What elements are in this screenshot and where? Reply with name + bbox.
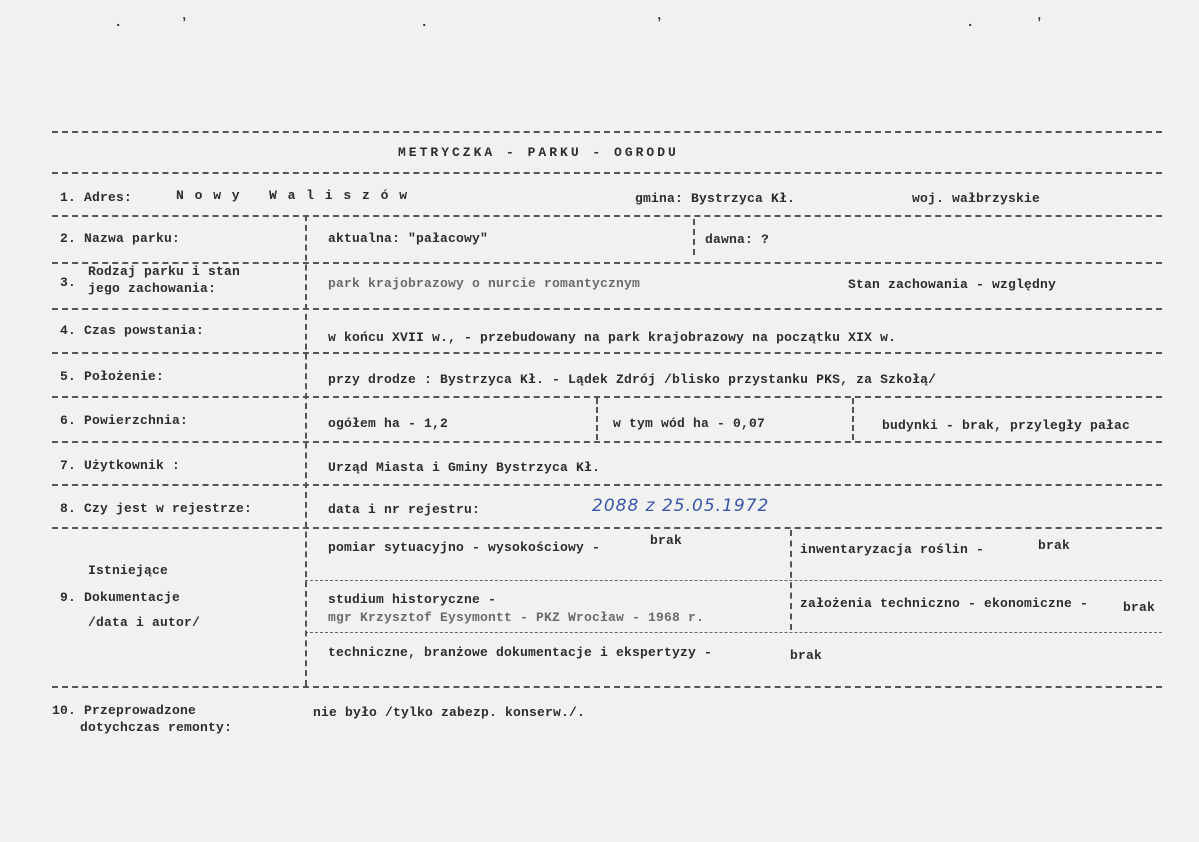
park-type-number: 3. xyxy=(60,275,77,290)
label-column-divider xyxy=(305,215,307,686)
row-divider xyxy=(52,441,1162,443)
history-study-author: mgr Krzysztof Eysymontt - PKZ Wrocław - 1968 r. xyxy=(328,610,705,625)
water-area-value: w tym wód ha - 0,07 xyxy=(613,416,766,431)
creation-time-value: w końcu XVII w., - przebudowany na park krajobrazowy na początku XIX w. xyxy=(328,330,897,345)
row-divider xyxy=(52,172,1162,174)
column-divider xyxy=(596,398,598,440)
registry-label: 8. Czy jest w rejestrze: xyxy=(60,501,253,516)
inventory-doc-status: brak xyxy=(1038,538,1071,553)
total-area-value: ogółem ha - 1,2 xyxy=(328,416,449,431)
documentation-label: Istniejące xyxy=(88,563,169,578)
survey-doc-status: brak xyxy=(650,533,683,548)
user-label: 7. Użytkownik : xyxy=(60,458,181,473)
row-divider xyxy=(52,527,1162,529)
registration-mark: · xyxy=(420,18,429,34)
park-type-label: jego zachowania: xyxy=(88,281,217,296)
gmina-value: gmina: Bystrzyca Kł. xyxy=(635,191,796,206)
park-type-value: park krajobrazowy o nurcie romantycznym xyxy=(328,276,641,291)
tech-econ-doc: założenia techniczno - ekonomiczne - xyxy=(800,596,1089,611)
registry-value: data i nr rejestru: xyxy=(328,502,481,517)
park-name-label: 2. Nazwa parku: xyxy=(60,231,181,246)
table-top-rule xyxy=(52,131,1162,133)
handwritten-registry-number: 2088 z 25.05.1972 xyxy=(592,496,770,516)
park-type-label: Rodzaj parku i stan xyxy=(88,264,241,279)
user-value: Urząd Miasta i Gminy Bystrzyca Kł. xyxy=(328,460,601,475)
row-divider xyxy=(52,215,1162,217)
address-label: 1. Adres: xyxy=(60,190,133,205)
survey-doc: pomiar sytuacyjno - wysokościowy - xyxy=(328,540,601,555)
registration-mark: ʼ xyxy=(1035,16,1044,32)
repairs-label: 10. Przeprowadzone xyxy=(52,703,197,718)
registration-mark: · xyxy=(114,18,123,34)
buildings-value: budynki - brak, przyległy pałac xyxy=(882,418,1131,433)
area-label: 6. Powierzchnia: xyxy=(60,413,189,428)
registration-mark: · xyxy=(966,18,975,34)
address-value: N o w y W a l i s z ó w xyxy=(176,188,409,203)
documentation-label: 9. Dokumentacje xyxy=(60,590,181,605)
registration-mark: ʼ xyxy=(180,16,189,32)
row-divider xyxy=(52,308,1162,310)
column-divider xyxy=(790,530,792,630)
sub-row-divider xyxy=(305,632,1162,633)
history-study-doc: studium historyczne - xyxy=(328,592,497,607)
row-divider xyxy=(52,484,1162,486)
voivodeship-value: woj. wałbrzyskie xyxy=(912,191,1041,206)
technical-doc: techniczne, branżowe dokumentacje i ekspertyzy - xyxy=(328,645,713,660)
technical-doc-status: brak xyxy=(790,648,823,663)
repairs-label: dotychczas remonty: xyxy=(80,720,233,735)
documentation-label: /data i autor/ xyxy=(88,615,201,630)
inventory-doc: inwentaryzacja roślin - xyxy=(800,542,985,557)
table-bottom-rule xyxy=(52,686,1162,688)
registration-mark: ʼ xyxy=(655,16,664,32)
location-value: przy drodze : Bystrzyca Kł. - Lądek Zdrój /blisko przystanku PKS, za Szkołą/ xyxy=(328,372,937,387)
column-divider xyxy=(693,219,695,255)
sub-row-divider xyxy=(305,580,1162,581)
current-name-value: aktualna: "pałacowy" xyxy=(328,231,489,246)
page-title: METRYCZKA - PARKU - OGRODU xyxy=(398,145,679,160)
preservation-state-value: Stan zachowania - względny xyxy=(848,277,1057,292)
row-divider xyxy=(52,396,1162,398)
row-divider xyxy=(52,352,1162,354)
former-name-value: dawna: ? xyxy=(705,232,770,247)
column-divider xyxy=(852,398,854,440)
tech-econ-doc-status: brak xyxy=(1123,600,1156,615)
creation-time-label: 4. Czas powstania: xyxy=(60,323,205,338)
repairs-value: nie było /tylko zabezp. konserw./. xyxy=(313,705,586,720)
location-label: 5. Położenie: xyxy=(60,369,165,384)
